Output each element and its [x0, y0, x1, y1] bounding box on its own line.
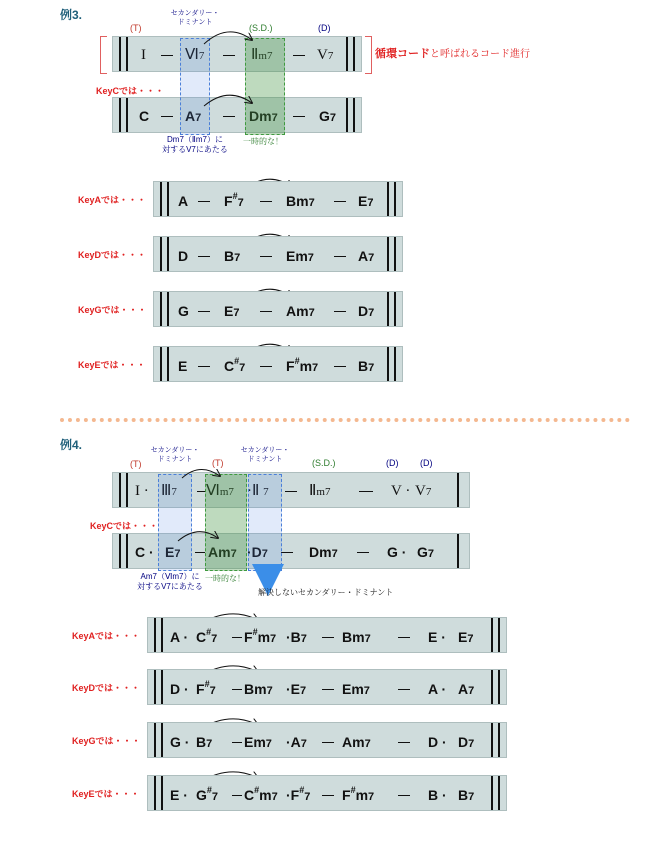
ex3-keyc-chord-3: Dm7 [249, 108, 278, 124]
ex3-row-label: KeyAでは・・・ [78, 195, 147, 205]
ex4-dash [232, 742, 242, 743]
ex4-row-chord-4: ·F#7 [286, 785, 311, 803]
ex4-row-chord-6: E · [428, 629, 446, 645]
ex3-roman-1: I [141, 47, 146, 63]
ex4-func-t1: (T) [130, 459, 142, 469]
ex4-unresolved-note: 解決しないセカンダリー・ドミナント [258, 588, 394, 597]
ex3-row-chord-2: B7 [224, 248, 241, 264]
ex4-repeat-start [154, 723, 163, 757]
ex4-row-chord-3: C#m7 [244, 785, 278, 803]
ex4-row-chord-7: B7 [458, 787, 475, 803]
ex4-repeat-end [491, 723, 500, 757]
ex4-sd1-line2: ドミナント [157, 456, 193, 463]
ex4-row-chord-7: D7 [458, 734, 475, 750]
ex4-sd1-line1: セカンダリー・ [150, 447, 200, 454]
ex4-dash [232, 795, 242, 796]
ex3-row-chord-1: E [178, 358, 188, 374]
ex4-keyc-label: KeyCでは・・・ [90, 521, 159, 531]
ex4-roman-7: V7 [415, 483, 432, 499]
ex4-row-label: KeyGでは・・・ [72, 736, 141, 746]
ex4-keyc-chord-6: G · [387, 544, 407, 560]
ex4-row-chord-5: Em7 [342, 681, 370, 697]
ex3-row-chord-3: Em7 [286, 248, 314, 264]
ex4-row-chord-7: A7 [458, 681, 475, 697]
ex4-row-label: KeyAでは・・・ [72, 631, 141, 641]
ex3-func-d: (D) [318, 23, 331, 33]
ex3-temporary-note: 一時的な！ [243, 137, 283, 146]
ex4-arrow-keyc [178, 532, 218, 541]
ex4-keyc-chord-3: Am7 [208, 544, 237, 560]
ex3-row-chord-4: E7 [358, 193, 374, 209]
ex3-keyc-chord-1: C [139, 108, 150, 124]
ex3-sd-line1: セカンダリー・ [170, 10, 220, 17]
ex4-row-label: KeyEでは・・・ [72, 789, 140, 799]
ex4-row-chord-4: ·A7 [286, 734, 307, 750]
ex4-row-chord-5: Bm7 [342, 629, 371, 645]
ex3-keyc-chord-4: G7 [319, 108, 337, 124]
ex4-row-chord-1: D · [170, 681, 189, 697]
ex4-roman-2: Ⅲ7 [161, 483, 177, 499]
ex4-func-t2: (T) [212, 458, 224, 468]
ex3-row-chord-1: G [178, 303, 189, 319]
ex3-row-chord-3: Am7 [286, 303, 315, 319]
ex3-func-t: (T) [130, 23, 142, 33]
ex3-row-chord-2: F#7 [224, 191, 244, 209]
ex3-keyc-label: KeyCでは・・・ [96, 86, 165, 96]
ex3-dm7-note-line1: Dm7（Ⅱm7）に [167, 135, 223, 144]
ex3-row-chord-3: F#m7 [286, 356, 319, 374]
ex4-keyc-chord-5: Dm7 [309, 544, 338, 560]
ex4-repeat-end [491, 776, 500, 810]
ex4-row-label: KeyDでは・・・ [72, 683, 141, 693]
ex4-func-sd: (S.D.) [312, 458, 336, 468]
ex4-row-progression [147, 617, 507, 653]
ex4-row-chord-6: A · [428, 681, 447, 697]
ex4-row-progression [147, 722, 507, 758]
ex4-am7-note [130, 572, 210, 592]
ex3-func-sd: (S.D.) [249, 23, 273, 33]
ex4-repeat-start [154, 618, 163, 652]
ex4-row-chord-6: B · [428, 787, 447, 803]
ex3-row-chord-2: C#7 [224, 356, 246, 374]
ex4-roman-5: Ⅱm7 [309, 483, 331, 499]
ex4-keyc-chord-2: E7 [165, 544, 181, 560]
ex4-dash [232, 637, 242, 638]
ex4-arrow-roman [182, 469, 220, 478]
ex4-dash [322, 637, 334, 638]
ex4-am7-note-line2: 対するV7にあたる [137, 582, 203, 591]
ex4-dash [398, 637, 410, 638]
ex4-roman-6: V · [391, 483, 411, 499]
ex4-row-chord-5: Am7 [342, 734, 371, 750]
ex3-row-chord-1: D [178, 248, 189, 264]
ex3-sd-line2: ドミナント [177, 19, 213, 26]
ex4-row-chord-5: F#m7 [342, 785, 375, 803]
ex4-dash [322, 742, 334, 743]
ex3-row-chord-4: D7 [358, 303, 375, 319]
ex4-dash [232, 689, 242, 690]
ex4-sd2-line2: ドミナント [247, 456, 283, 463]
ex4-repeat-start [154, 670, 163, 704]
ex3-row-chord-1: A [178, 193, 189, 209]
ex4-dash [322, 689, 334, 690]
ex4-row-chord-2: G#7 [196, 785, 219, 803]
ex3-row-chord-3: Bm7 [286, 193, 315, 209]
ex3-roman-4: V7 [317, 47, 334, 63]
ex4-row-progression [147, 775, 507, 811]
ex4-row-chord-3: Em7 [244, 734, 272, 750]
ex4-am7-note-line1: Am7（Ⅵm7）に [140, 572, 200, 581]
ex4-dash [398, 742, 410, 743]
ex4-repeat-start [154, 776, 163, 810]
ex4-roman-3: Ⅵm7 [206, 483, 234, 499]
ex3-roman-3: Ⅱm7 [251, 47, 273, 63]
ex4-row-chord-6: D · [428, 734, 447, 750]
ex3-row-label: KeyDでは・・・ [78, 250, 147, 260]
ex4-row-chord-4: ·E7 [286, 681, 307, 697]
ex4-dash [398, 795, 410, 796]
ex4-roman-4: ·Ⅱ 7 [247, 483, 269, 499]
ex4-row-chord-4: ·B7 [286, 629, 307, 645]
ex3-row-chord-4: A7 [358, 248, 375, 264]
ex4-func-d2: (D) [420, 458, 433, 468]
ex4-row-chord-2: F#7 [196, 679, 216, 697]
ex4-keyc-chord-1: C · [135, 544, 154, 560]
ex4-repeat-end [491, 618, 500, 652]
ex4-dash [322, 795, 334, 796]
ex3-row-label: KeyEでは・・・ [78, 360, 146, 370]
ex3-circle-progression-note: 循環コードと呼ばれるコード進行 [375, 48, 530, 60]
ex4-roman-1: I · [135, 483, 149, 499]
example3-title: 例3. [60, 8, 83, 22]
ex4-row-progression [147, 669, 507, 705]
ex4-repeat-end [491, 670, 500, 704]
ex4-row-chord-3: Bm7 [244, 681, 273, 697]
ex4-dash [398, 689, 410, 690]
ex3-dm7-note-line2: 対するV7にあたる [162, 145, 228, 154]
ex4-keyc-chord-7: G7 [417, 544, 435, 560]
example4-title: 例4. [60, 438, 83, 452]
ex4-row-chord-7: E7 [458, 629, 474, 645]
ex4-temporary-note: 一時的な！ [205, 574, 245, 583]
ex4-row-chord-1: E · [170, 787, 188, 803]
ex4-func-d1: (D) [386, 458, 399, 468]
ex3-row-chord-4: B7 [358, 358, 375, 374]
ex4-row-chord-2: B7 [196, 734, 213, 750]
ex4-row-chord-1: A · [170, 629, 189, 645]
ex3-keyc-chord-2: A7 [185, 108, 202, 124]
ex4-row-chord-2: C#7 [196, 627, 218, 645]
ex3-row-chord-2: E7 [224, 303, 240, 319]
ex4-row-chord-3: F#m7 [244, 627, 277, 645]
ex4-keyc-chord-4: ·D7 [247, 544, 268, 560]
ex3-row-label: KeyGでは・・・ [78, 305, 147, 315]
ex4-row-chord-1: G · [170, 734, 190, 750]
ex3-roman-2: Ⅵ7 [185, 47, 205, 63]
ex4-sd2-line1: セカンダリー・ [240, 447, 290, 454]
